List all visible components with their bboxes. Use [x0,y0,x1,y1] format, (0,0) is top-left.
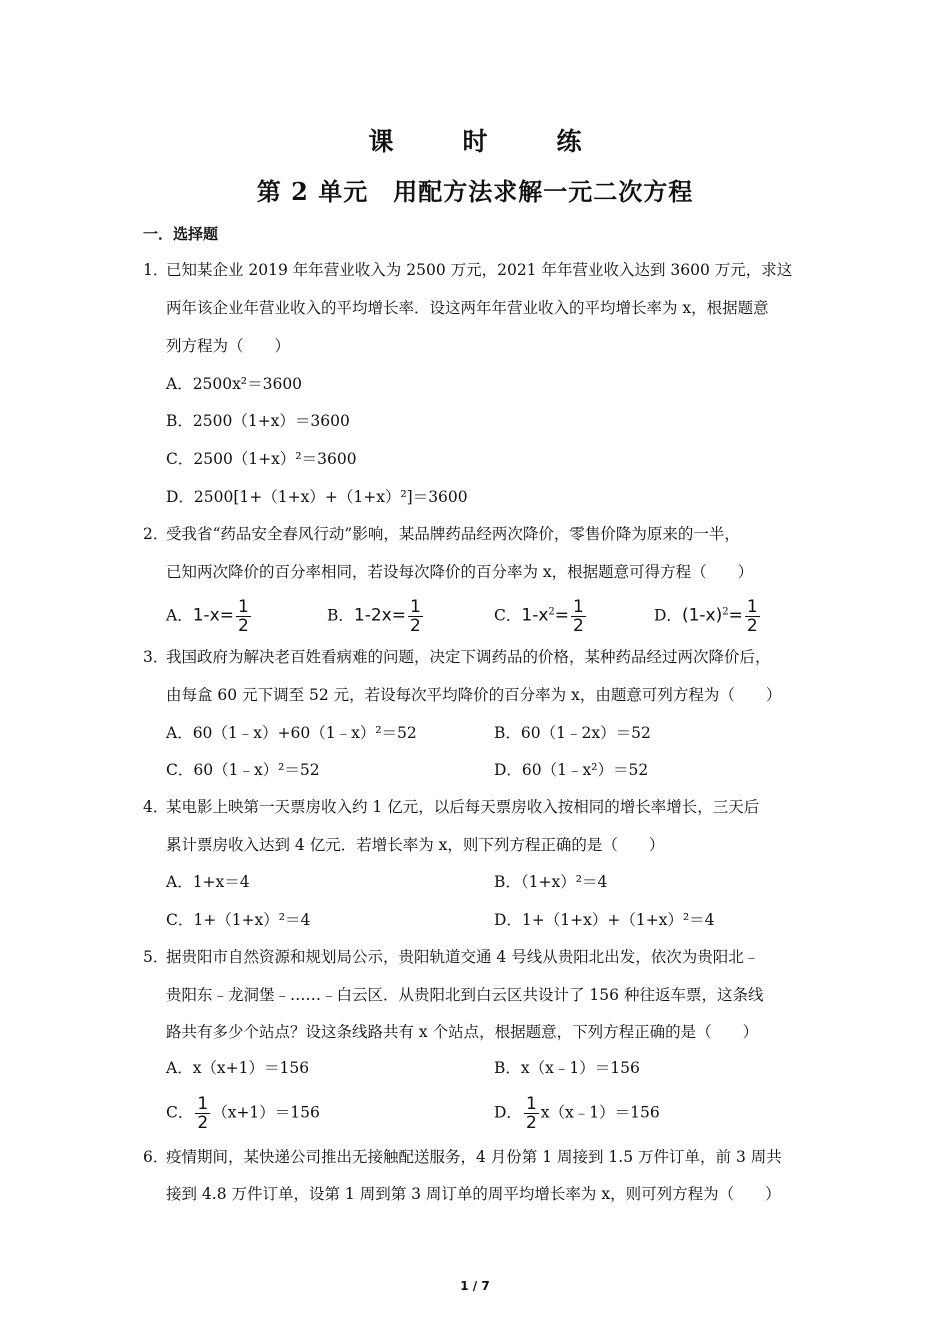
option-label: C． [166,1103,194,1122]
option-label: C． [494,606,522,625]
option-d: D．60（1﹣x²）＝52 [494,761,649,779]
option-expression: 1-x= [192,605,234,626]
option-b: B．2500（1+x）＝3600 [166,412,350,430]
question-number: 1． [143,261,169,279]
question-text: 据贵阳市自然资源和规划局公示，贵阳轨道交通 4 号线从贵阳北出发，依次为贵阳北﹣ [166,948,760,966]
option-c: C．1+（1+x）²＝4 [166,911,311,929]
exponent: 2 [722,606,729,618]
question-text: 接到 4.8 万件订单，设第 1 周到第 3 周订单的周平均增长率为 x，则可列方程为（ ） [166,1185,781,1203]
section-heading: 一．选择题 [143,225,219,243]
fraction-one-half: $\frac{1}{2}$ [746,597,758,636]
option-a: A．2500x²＝3600 [166,375,303,393]
question-number: 3． [143,648,169,666]
page-subtitle: 第 2 单元 用配方法求解一元二次方程 [256,177,694,206]
option-expression: 1-2x= [353,605,406,626]
option-d [654,598,762,635]
question-number: 6． [143,1148,169,1166]
option-d: D．2500[1+（1+x）+（1+x）²]＝3600 [166,488,468,506]
fraction-one-half: $\frac{1}{2}$ [525,1094,537,1133]
option-label: D． [654,606,682,625]
equals-sign: = [728,605,743,626]
fraction-one-half: $\frac{1}{2}$ [237,597,249,636]
option-d: D．1+（1+x）+（1+x）²＝4 [494,911,715,929]
question-number: 2． [143,525,169,543]
question-text: 两年该企业年营业收入的平均增长率．设这两年年营业收入的平均增长率为 x，根据题意 [166,299,769,317]
fraction-one-half: $\frac{1}{2}$ [409,597,421,636]
option-c [494,598,588,635]
question-text: 疫情期间，某快递公司推出无接触配送服务，4 月份第 1 周接到 1.5 万件订单，前 3 周共 [166,1148,782,1166]
option-a [166,598,253,635]
option-label: B． [327,606,354,625]
question-text: 已知两次降价的百分率相同，若设每次降价的百分率为 x，根据题意可得方程（ ） [166,563,754,581]
question-text: 我国政府为解决老百姓看病难的问题，决定下调药品的价格，某种药品经过两次降价后， [166,648,771,666]
option-a: A．1+x＝4 [166,873,250,891]
question-text: 路共有多少个站点？设这条线路共有 x 个站点，根据题意，下列方程正确的是（ ） [166,1023,759,1041]
fraction-one-half: $\frac{1}{2}$ [573,597,584,636]
option-b: B．（1+x）²＝4 [494,873,608,891]
exponent: 2 [548,606,555,618]
question-text: 贵阳东﹣龙洞堡﹣……﹣白云区．从贵阳北到白云区共设计了 156 种往返车票，这条线 [166,986,764,1004]
option-expression: (1-x) [681,605,723,626]
question-number: 5． [143,948,169,966]
question-text: 某电影上映第一天票房收入约 1 亿元，以后每天票房收入按相同的增长率增长，三天后 [166,798,760,816]
option-b [327,598,425,635]
option-label: A． [166,606,193,625]
question-text: 累计票房收入达到 4 亿元．若增长率为 x，则下列方程正确的是（ ） [166,836,665,854]
question-text: 由每盒 60 元下调至 52 元，若设每次平均降价的百分率为 x，由题意可列方程为（ ） [166,686,782,704]
question-number: 4． [143,798,169,816]
question-text: 受我省“药品安全春风行动”影响，某品牌药品经两次降价，零售价降为原来的一半， [166,525,740,543]
fraction-one-half: $\frac{1}{2}$ [197,1094,209,1133]
page-number: 1 / 7 [460,1279,490,1293]
option-c [166,1095,320,1132]
option-expression: 1-x [521,605,549,626]
option-c: C．60（1﹣x）²＝52 [166,761,320,779]
option-expression: （x+1）＝156 [212,1103,320,1122]
option-expression: x（x﹣1）＝156 [540,1103,660,1122]
option-d [494,1095,660,1132]
question-text: 列方程为（ ） [166,337,291,355]
option-label: D． [494,1103,522,1122]
option-a: A．60（1﹣x）+60（1﹣x）²＝52 [166,724,417,742]
equals-sign: = [554,605,570,626]
option-b: B．60（1﹣2x）＝52 [494,724,651,742]
option-b: B．x（x﹣1）＝156 [494,1059,640,1077]
page-title: 课 时 练 [368,127,604,156]
option-c: C．2500（1+x）²＝3600 [166,450,357,468]
option-a: A．x（x+1）＝156 [166,1059,310,1077]
question-text: 已知某企业 2019 年年营业收入为 2500 万元，2021 年年营业收入达到 3600 万元，求这 [166,261,793,279]
